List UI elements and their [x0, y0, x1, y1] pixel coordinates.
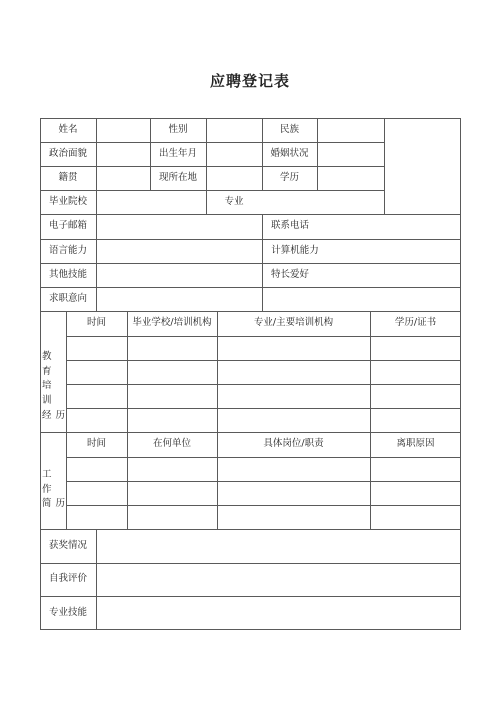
edu-col-major: 专业/主要培训机构 [253, 317, 334, 329]
row-divider [66, 408, 461, 409]
row-divider [66, 457, 461, 458]
phone-field[interactable] [318, 214, 461, 239]
col-divider [370, 311, 371, 529]
political-status-label: 政治面貌 [48, 147, 87, 159]
current-residence-field[interactable] [206, 166, 262, 190]
section-label-line: 工 作 [42, 469, 62, 495]
self-evaluation-field[interactable] [96, 563, 461, 596]
row-divider [66, 481, 461, 482]
current-residence-label: 现所在地 [158, 171, 197, 183]
political-status-field[interactable] [96, 142, 150, 166]
section-label-line: 培 训 [42, 380, 62, 407]
edu-col-school: 毕业学校/培训机构 [132, 317, 212, 329]
major-label: 专业 [224, 195, 244, 207]
row-divider [66, 505, 461, 506]
col-divider [217, 311, 218, 529]
language-field[interactable] [96, 239, 262, 263]
education-field[interactable] [317, 166, 384, 190]
row-divider [66, 360, 461, 361]
native-place-field[interactable] [96, 166, 150, 190]
name-field[interactable] [96, 118, 150, 142]
computer-label: 计算机能力 [271, 244, 319, 256]
work-history-section-label [42, 468, 65, 512]
edu-col-degree: 学历/证书 [394, 317, 437, 329]
photo-box[interactable] [384, 118, 461, 214]
col-divider [66, 311, 67, 529]
birth-date-label: 出生年月 [158, 147, 197, 159]
col-divider [127, 311, 128, 529]
work-col-employer: 在何单位 [152, 438, 191, 450]
row-divider [66, 336, 461, 337]
ethnicity-field[interactable] [317, 118, 384, 142]
hobbies-field[interactable] [318, 263, 461, 287]
edu-col-time: 时间 [86, 317, 106, 329]
email-field[interactable] [96, 214, 262, 239]
other-skills-label: 其他技能 [48, 268, 87, 280]
awards-label: 获奖情况 [48, 539, 87, 551]
marital-status-label: 婚姻状况 [270, 147, 309, 159]
work-col-reason: 离职原因 [396, 438, 435, 450]
form-title: 应聘登记表 [209, 72, 290, 90]
graduate-school-label: 毕业院校 [48, 195, 87, 207]
email-label: 电子邮箱 [48, 220, 87, 232]
language-label: 语言能力 [48, 244, 87, 256]
work-col-position: 具体岗位/职责 [263, 438, 324, 450]
hobbies-label: 特长爱好 [270, 268, 309, 280]
job-intention-label: 求职意向 [48, 292, 87, 304]
work-col-time: 时间 [86, 438, 106, 450]
birth-date-field[interactable] [206, 142, 262, 166]
ethnicity-label: 民族 [279, 123, 299, 135]
phone-label: 联系电话 [270, 220, 309, 232]
section-label-line: 简历 [42, 498, 65, 510]
gender-label: 性别 [168, 123, 188, 135]
section-label-line: 教 育 [42, 351, 62, 377]
education-label: 学历 [279, 171, 299, 183]
self-evaluation-label: 自我评价 [48, 573, 87, 585]
name-label: 姓名 [58, 123, 78, 135]
major-field[interactable] [262, 190, 384, 214]
gender-field[interactable] [206, 118, 262, 142]
marital-status-field[interactable] [317, 142, 384, 166]
professional-skills-field[interactable] [96, 596, 461, 630]
registration-form-table [40, 118, 461, 630]
native-place-label: 籍贯 [58, 171, 78, 183]
row-divider [66, 384, 461, 385]
other-skills-field[interactable] [96, 263, 262, 287]
job-intention-field[interactable] [96, 287, 461, 311]
section-label-line: 经历 [42, 409, 65, 421]
graduate-school-field[interactable] [96, 190, 206, 214]
education-training-section-label [42, 350, 65, 424]
professional-skills-label: 专业技能 [48, 606, 87, 618]
awards-field[interactable] [96, 529, 461, 563]
computer-field[interactable] [328, 239, 461, 263]
